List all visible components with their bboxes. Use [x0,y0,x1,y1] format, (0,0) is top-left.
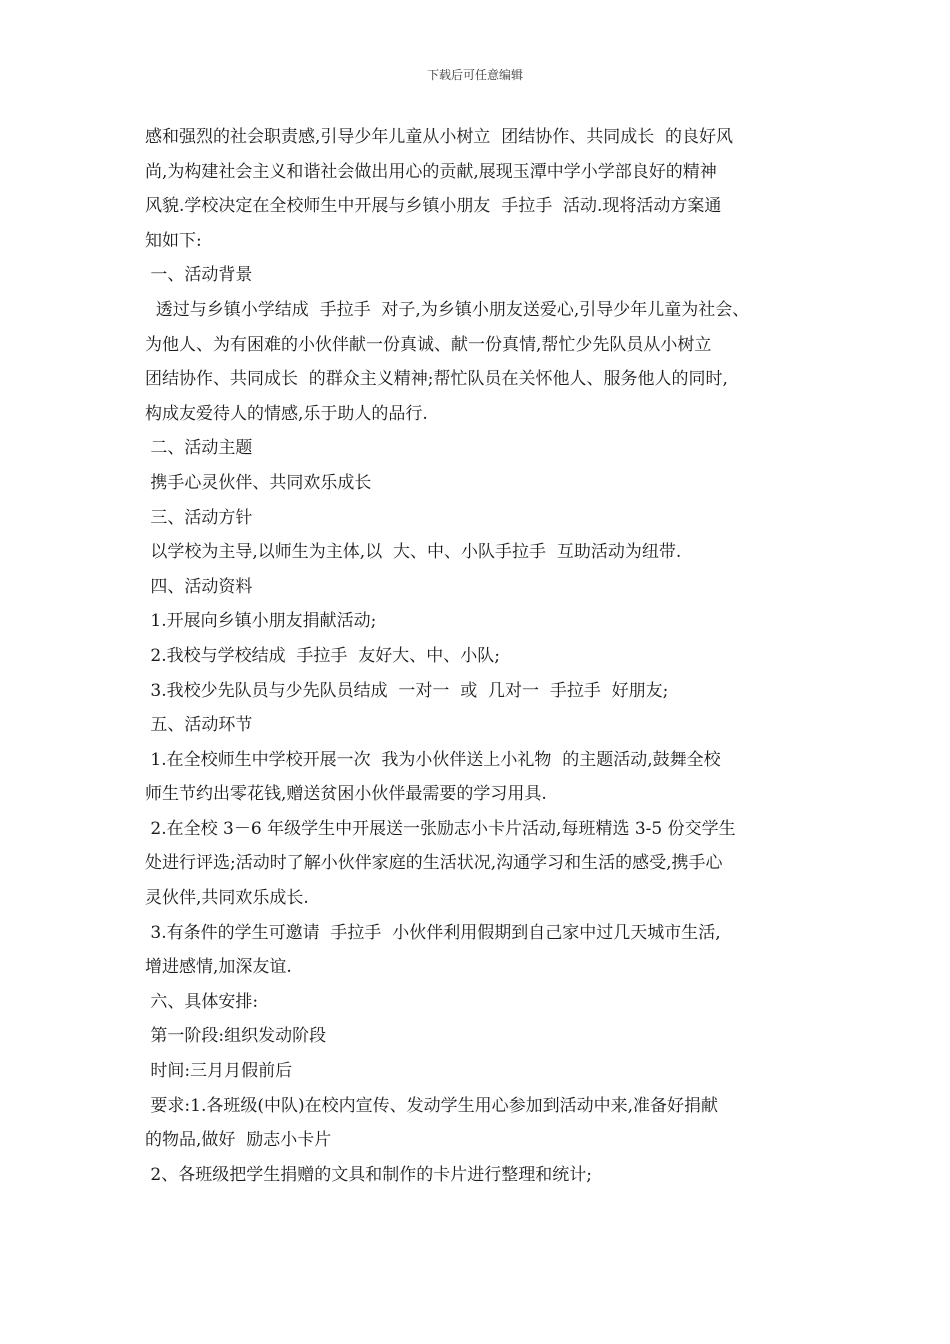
section-heading: 六、具体安排: [145,991,259,1012]
text-line: 尚,为构建社会主义和谐社会做出用心的贡献,展现玉潭中学小学部良好的精神 [145,161,717,182]
text-line: 构成友爱待人的情感,乐于助人的品行. [145,403,428,424]
text-line: 风貌.学校决定在全校师生中开展与乡镇小朋友 手拉手 活动.现将活动方案通 [145,196,722,217]
list-item: 3.我校少先队员与少先队员结成 一对一 或 几对一 手拉手 好朋友; [145,680,669,701]
text-line: 知如下: [145,230,202,251]
section-heading: 三、活动方针 [145,507,253,528]
document-body [145,120,835,1192]
page-header: 下载后可任意编辑 [426,68,523,82]
section-heading: 五、活动环节 [145,715,253,736]
section-heading: 四、活动资料 [145,576,253,597]
list-item: 2、各班级把学生捐赠的文具和制作的卡片进行整理和统计; [145,1164,592,1185]
list-item: 1.开展向乡镇小朋友捐献活动; [145,611,377,632]
text-line: 以学校为主导,以师生为主体,以 大、中、小队手拉手 互助活动为纽带. [145,542,682,563]
text-line: 时间:三月月假前后 [145,1061,293,1082]
text-line: 灵伙伴,共同欢乐成长. [145,888,309,909]
text-line: 团结协作、共同成长 的群众主义精神;帮忙队员在关怀他人、服务他人的同时, [145,369,728,390]
list-item: 2.我校与学校结成 手拉手 友好大、中、小队; [145,645,500,666]
list-item: 2.在全校 3－6 年级学生中开展送一张励志小卡片活动,每班精选 3-5 份交学生 [145,818,736,839]
section-heading: 二、活动主题 [145,438,253,459]
list-item: 1.在全校师生中学校开展一次 我为小伙伴送上小礼物 的主题活动,鼓舞全校 [145,749,721,770]
text-line: 透过与乡镇小学结成 手拉手 对子,为乡镇小朋友送爱心,引导少年儿童为社会、 [145,299,750,320]
text-line: 处进行评选;活动时了解小伙伴家庭的生活状况,沟通学习和生活的感受,携手心 [145,853,723,874]
list-item: 3.有条件的学生可邀请 手拉手 小伙伴利用假期到自己家中过几天城市生活, [145,922,721,943]
text-line: 第一阶段:组织发动阶段 [145,1026,327,1047]
section-heading: 一、活动背景 [145,265,253,286]
text-line: 感和强烈的社会职责感,引导少年儿童从小树立 团结协作、共同成长 的良好风 [145,127,734,147]
text-line: 的物品,做好 励志小卡片 [145,1130,332,1151]
text-line: 携手心灵伙伴、共同欢乐成长 [145,472,372,493]
text-line: 师生节约出零花钱,赠送贫困小伙伴最需要的学习用具. [145,784,547,805]
text-line: 为他人、为有困难的小伙伴献一份真诚、献一份真情,帮忙少先队员从小树立 [145,334,712,355]
text-line: 要求:1.各班级(中队)在校内宣传、发动学生用心参加到活动中来,准备好捐献 [145,1095,719,1116]
text-line: 增进感情,加深友谊. [145,957,292,978]
